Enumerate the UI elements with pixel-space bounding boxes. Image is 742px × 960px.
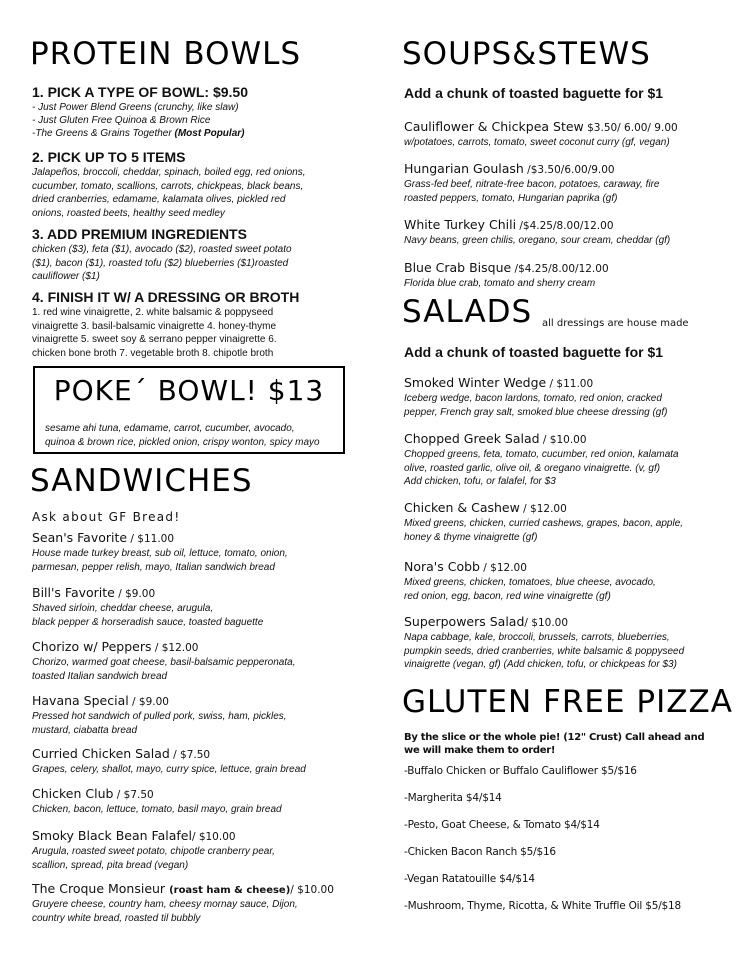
menu-item-header — [32, 785, 362, 803]
menu-item-header — [32, 880, 362, 898]
menu-item — [404, 499, 734, 544]
step4-line: 1. red wine vinaigrette, 2. white balsamic & poppyseed — [32, 307, 274, 318]
poke-bowl-box — [33, 366, 345, 454]
menu-item-description: olive, roasted garlic, olive oil, & oregano vinaigrette. (v, gf) — [404, 462, 661, 474]
menu-item-description: toasted Italian sandwich bread — [32, 670, 168, 682]
menu-item-header — [404, 430, 734, 448]
menu-item-price: $3.50/ 6.00/ 9.00 — [583, 122, 678, 134]
dressings-note: all dressings are house made — [542, 318, 689, 329]
step1-heading: 1. PICK A TYPE OF BOWL: $9.50 — [32, 84, 249, 100]
menu-item — [404, 558, 734, 603]
menu-item-description: Grass-fed beef, nitrate-free bacon, potatoes, caraway, fire — [404, 179, 660, 190]
soups-baguette-note: Add a chunk of toasted baguette for $1 — [404, 85, 664, 101]
menu-item — [32, 827, 362, 872]
menu-item — [404, 118, 734, 150]
menu-item-header — [32, 692, 362, 710]
menu-item-price: / $12.00 — [479, 562, 527, 574]
menu-item-description: scallion, spread, pita bread (vegan) — [32, 859, 189, 871]
protein-bowls-title: PROTEIN BOWLS — [30, 36, 302, 72]
menu-item-description: Navy beans, green chilis, oregano, sour cream, cheddar (gf) — [404, 235, 671, 246]
menu-item-description: Grapes, celery, shallot, mayo, curry spice, lettuce, grain bread — [32, 764, 306, 775]
menu-item-name: White Turkey Chili — [404, 217, 517, 232]
menu-item-description: Iceberg wedge, bacon lardons, tomato, red onion, cracked — [404, 393, 662, 404]
step3-line: ($1), bacon ($1), roasted tofu ($2) blueberries ($1)roasted — [32, 257, 289, 269]
menu-item — [32, 638, 362, 683]
gluten-free-pizza-title: GLUTEN FREE PIZZA — [402, 684, 733, 720]
gf-bread-note: Ask about GF Bread! — [32, 510, 181, 524]
menu-item-name: Cauliflower & Chickpea Stew — [404, 119, 584, 134]
menu-item — [404, 430, 734, 489]
menu-item-description: Arugula, roasted sweet potato, chipotle cranberry pear, — [32, 846, 275, 857]
menu-item-price: / $9.00 — [128, 696, 169, 708]
menu-item-description: Mixed greens, chicken, curried cashews, grapes, bacon, apple, — [404, 518, 684, 529]
pizza-item: -Chicken Bacon Ranch $5/$16 — [404, 846, 556, 858]
menu-item-header — [404, 259, 734, 277]
menu-item — [32, 785, 362, 817]
menu-item-header — [32, 529, 362, 547]
menu-item-name: Sean's Favorite — [32, 530, 128, 545]
menu-item-description: Florida blue crab, tomato and sherry cream — [404, 278, 596, 289]
menu-item-description: pumpkin seeds, dried cranberries, white balsamic & poppyseed — [404, 645, 685, 657]
menu-item-description: Napa cabbage, kale, broccoli, brussels, carrots, blueberries, — [404, 632, 670, 643]
poke-bowl-title: POKE´ BOWL! $13 — [53, 374, 325, 407]
menu-item-name: Chicken & Cashew — [404, 500, 520, 515]
step1-option: - Just Power Blend Greens (crunchy, like slaw) — [32, 102, 239, 113]
menu-item-description: w/potatoes, carrots, tomato, sweet coconut curry (gf, vegan) — [404, 137, 670, 148]
menu-item — [32, 692, 362, 737]
menu-item-price: / $11.00 — [127, 533, 175, 545]
step3-line: chicken ($3), feta ($1), avocado ($2), roasted sweet potato — [32, 244, 292, 255]
pizza-item: -Mushroom, Thyme, Ricotta, & White Truffle Oil $5/$18 — [404, 900, 681, 912]
step4-line: chicken bone broth 7. vegetable broth 8. chipotle broth — [32, 347, 274, 359]
menu-item-header — [32, 745, 362, 763]
salads-baguette-note: Add a chunk of toasted baguette for $1 — [404, 344, 664, 360]
menu-item-description: country white bread, roasted til bubbly — [32, 912, 201, 924]
menu-item-name: Bill's Favorite — [32, 585, 115, 600]
menu-item-header — [32, 638, 362, 656]
menu-item-price: / $9.00 — [114, 588, 156, 600]
menu-item-price: /$4.25/8.00/12.00 — [511, 263, 609, 275]
menu-item-price: / $12.00 — [519, 503, 567, 515]
menu-item-price: / $10.00 — [524, 617, 569, 629]
menu-item-description: honey & thyme vinaigrette (gf) — [404, 531, 538, 543]
menu-item-name: Havana Special — [32, 693, 129, 708]
menu-item-name: The Croque Monsieur — [32, 881, 170, 896]
menu-item-description: Gruyere cheese, country ham, cheesy mornay sauce, Dijon, — [32, 899, 298, 910]
menu-item-header — [32, 827, 362, 845]
menu-item-description: mustard, ciabatta bread — [32, 724, 138, 736]
menu-item-name: Blue Crab Bisque — [404, 260, 512, 275]
menu-item-name: Hungarian Goulash — [404, 161, 524, 176]
menu-item — [32, 745, 362, 777]
step2-line: onions, roasted beets, healthy seed medley — [32, 207, 225, 219]
menu-item-description: Mixed greens, chicken, tomatoes, blue cheese, avocado, — [404, 577, 656, 588]
menu-item-price: / $11.00 — [546, 378, 594, 390]
menu-item-description: red onion, egg, bacon, red wine vinaigrette (gf) — [404, 590, 611, 602]
soups-stews-title: SOUPS&STEWS — [402, 36, 651, 72]
menu-item-price: / $10.00 — [539, 434, 587, 446]
menu-item — [404, 259, 734, 291]
menu-item-header — [32, 584, 362, 602]
menu-item-name: Chopped Greek Salad — [404, 431, 540, 446]
menu-item-description: Add chicken, tofu, or falafel, for $3 — [404, 476, 556, 487]
menu-item-price: / $10.00 — [191, 831, 236, 843]
poke-bowl-line: sesame ahi tuna, edamame, carrot, cucumber, avocado, — [45, 423, 295, 434]
step4-heading: 4. FINISH IT W/ A DRESSING OR BROTH — [32, 289, 300, 305]
menu-item-note: (roast ham & cheese) — [169, 885, 291, 896]
menu-item-header — [404, 216, 734, 234]
menu-item-price: /$4.25/8.00/12.00 — [516, 220, 614, 232]
menu-item-name: Superpowers Salad — [404, 614, 525, 629]
menu-item-description: Chorizo, warmed goat cheese, basil-balsamic pepperonata, — [32, 657, 296, 668]
menu-item-header — [404, 374, 734, 392]
salads-title: SALADS — [402, 294, 533, 330]
menu-item-header — [404, 558, 734, 576]
menu-item — [32, 584, 362, 629]
poke-bowl-line: quinoa & brown rice, pickled onion, crispy wonton, spicy mayo — [45, 436, 320, 448]
menu-item-description: Chopped greens, feta, tomato, cucumber, red onion, kalamata — [404, 449, 679, 460]
pizza-item: -Vegan Ratatouille $4/$14 — [404, 873, 535, 885]
pizza-item: -Pesto, Goat Cheese, & Tomato $4/$14 — [404, 819, 600, 831]
menu-item-name: Smoky Black Bean Falafel — [32, 828, 192, 843]
menu-item-description: House made turkey breast, sub oil, lettuce, tomato, onion, — [32, 548, 288, 559]
menu-item — [404, 216, 734, 248]
step1-option: -The Greens & Grains Together (Most Popular) — [32, 128, 245, 139]
menu-item-description: parmesan, pepper relish, mayo, Italian sandwich bread — [32, 561, 275, 573]
menu-item-description: Shaved sirloin, cheddar cheese, arugula, — [32, 603, 214, 614]
step3-heading: 3. ADD PREMIUM INGREDIENTS — [32, 226, 247, 242]
most-popular-label: (Most Popular) — [174, 128, 245, 139]
pizza-note: By the slice or the whole pie! (12" Crust) Call ahead and — [404, 732, 705, 743]
step4-line: vinaigrette 3. basil-balsamic vinaigrette 4. honey-thyme — [32, 320, 277, 332]
menu-item — [32, 529, 362, 574]
step2-heading: 2. PICK UP TO 5 ITEMS — [32, 149, 186, 165]
menu-item-header — [404, 613, 734, 631]
menu-item-description: vinaigrette (vegan, gf) (Add chicken, tofu, or chickpeas for $3) — [404, 659, 677, 670]
menu-item-description: Chicken, bacon, lettuce, tomato, basil mayo, grain bread — [32, 804, 282, 815]
menu-item-price: /$3.50/6.00/9.00 — [523, 164, 615, 176]
pizza-item: -Margherita $4/$14 — [404, 792, 502, 804]
menu-item-price: / $7.50 — [113, 789, 154, 801]
menu-item-description: pepper, French gray salt, smoked blue cheese dressing (gf) — [404, 406, 668, 418]
sandwiches-title: SANDWICHES — [30, 463, 253, 499]
menu-item-name: Curried Chicken Salad — [32, 746, 170, 761]
menu-item-description: black pepper & horseradish sauce, toasted baguette — [32, 616, 264, 628]
menu-item — [404, 613, 734, 672]
step1-option: - Just Gluten Free Quinoa & Brown Rice — [32, 115, 211, 126]
menu-item — [404, 374, 734, 419]
step2-line: dried cranberries, edamame, kalamata olives, pickled red — [32, 194, 286, 205]
menu-item-header — [404, 499, 734, 517]
menu-item-name: Smoked Winter Wedge — [404, 375, 547, 390]
pizza-note: we will make them to order! — [404, 745, 556, 756]
menu-item — [32, 880, 362, 925]
menu-item-description: Pressed hot sandwich of pulled pork, swiss, ham, pickles, — [32, 711, 287, 722]
menu-item-description: roasted peppers, tomato, Hungarian paprika (gf) — [404, 192, 618, 204]
menu-item — [404, 160, 734, 205]
menu-item-name: Chicken Club — [32, 786, 114, 801]
menu-item-header — [404, 160, 734, 178]
menu-item-name: Nora's Cobb — [404, 559, 480, 574]
step2-line: cucumber, tomato, scallions, carrots, chickpeas, black beans, — [32, 180, 304, 192]
menu-item-name: Chorizo w/ Peppers — [32, 639, 152, 654]
menu-item-header — [404, 118, 734, 136]
menu-item-price: / $12.00 — [151, 642, 199, 654]
pizza-item: -Buffalo Chicken or Buffalo Cauliflower $5/$16 — [404, 765, 637, 777]
step4-line: vinaigrette 5. sweet soy & serrano pepper vinaigrette 6. — [32, 334, 277, 345]
step2-line: Jalapeños, broccoli, cheddar, spinach, boiled egg, red onions, — [32, 167, 306, 178]
menu-item-price: / $10.00 — [290, 884, 334, 896]
step3-line: cauliflower ($1) — [32, 271, 100, 282]
menu-item-price: / $7.50 — [169, 749, 211, 761]
